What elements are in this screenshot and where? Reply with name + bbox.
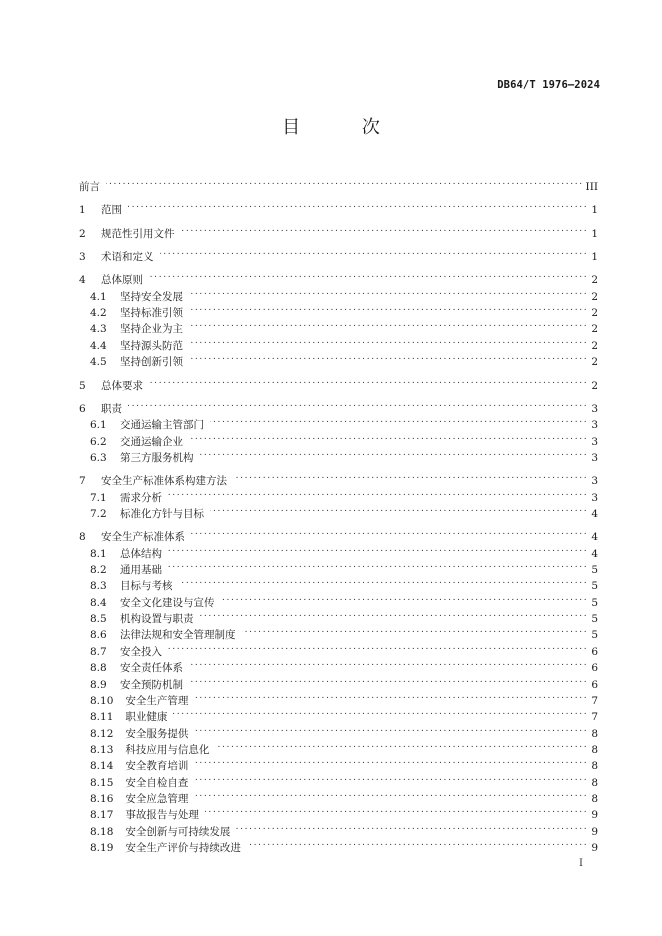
toc-leader-dots	[191, 524, 586, 540]
toc-entry-number: 6.2	[90, 435, 107, 448]
toc-entry-page: 9	[591, 809, 598, 822]
toc-leader-dots	[210, 501, 586, 517]
toc-entry-page: 6	[591, 678, 598, 691]
toc-entry-title: 安全教育培训	[125, 760, 189, 773]
toc-entry-number: 8.8	[90, 662, 107, 675]
toc-entry[interactable]	[90, 284, 598, 303]
toc-entry[interactable]	[90, 704, 598, 724]
toc-leader-dots	[200, 606, 587, 622]
toc-entry[interactable]	[79, 221, 598, 240]
toc-entry[interactable]	[90, 501, 598, 520]
toc-entry[interactable]	[90, 622, 598, 642]
toc-leader-dots	[168, 541, 586, 557]
toc-leader-dots	[160, 244, 587, 260]
toc-entry-number: 8.17	[90, 809, 114, 822]
toc-entry-page: 9	[591, 825, 598, 838]
toc-entry-title: 安全创新与可持续发展	[125, 825, 231, 838]
toc-entry-page: 2	[591, 379, 598, 392]
toc-entry[interactable]	[79, 267, 598, 287]
toc-entry-title: 安全应急管理	[125, 792, 189, 805]
toc-entry-number: 8.18	[90, 825, 114, 838]
toc-entry-page: 3	[591, 402, 598, 415]
toc-entry-number: 8.4	[90, 596, 107, 609]
toc-entry[interactable]	[90, 412, 598, 432]
toc-leader-dots	[168, 485, 586, 501]
toc-entry-title: 坚持安全发展	[120, 290, 183, 303]
toc-leader-dots	[189, 300, 586, 316]
toc-entry-page: 6	[591, 645, 598, 658]
toc-entry-title: 总体原则	[101, 274, 143, 287]
toc-entry-number: 8.19	[90, 842, 114, 854]
toc-entry-number: 4.2	[90, 307, 107, 320]
toc-entry[interactable]	[90, 333, 598, 352]
toc-entry-title: 职责	[101, 402, 122, 415]
toc-entry[interactable]	[90, 445, 598, 464]
toc-entry-page: 7	[591, 711, 598, 724]
toc-entry-page: 1	[591, 227, 598, 240]
toc-entry-page: 2	[591, 339, 598, 352]
toc-entry[interactable]	[90, 753, 598, 773]
toc-leader-dots	[149, 267, 586, 283]
toc-entry-number: 4	[79, 274, 86, 287]
toc-entry-page: 5	[591, 629, 598, 642]
toc-entry-page: 8	[591, 743, 598, 756]
toc-entry-title: 安全服务提供	[125, 727, 189, 740]
toc-entry-title: 目标与考核	[120, 580, 173, 593]
toc-entry[interactable]	[90, 737, 598, 756]
toc-leader-dots	[236, 819, 586, 835]
toc-entry-number: 8.6	[90, 629, 107, 642]
toc-entry[interactable]	[90, 573, 598, 593]
document-code: DB64/T 1976—2024	[497, 79, 600, 91]
toc-entry[interactable]	[90, 835, 598, 854]
toc-entry-title: 安全自检自查	[125, 776, 189, 789]
toc-entry[interactable]	[79, 373, 598, 392]
toc-entry-title: 总体要求	[101, 379, 143, 392]
toc-entry[interactable]	[90, 672, 598, 691]
toc-entry-page: 3	[591, 491, 598, 504]
toc-entry-title: 坚持创新引领	[120, 356, 183, 369]
toc-entry-number: 7.1	[90, 491, 107, 504]
toc-entry-page: 9	[591, 842, 598, 854]
toc-entry-page: 5	[591, 564, 598, 576]
toc-leader-dots	[194, 786, 586, 802]
toc-entry-page: 4	[591, 547, 598, 560]
toc-entry-title: 总体结构	[120, 547, 162, 560]
toc-entry-page: 2	[591, 356, 598, 369]
toc-entry-page: 8	[591, 760, 598, 773]
toc-entry-page: 7	[591, 694, 598, 707]
toc-entry-page: 1	[591, 251, 598, 264]
toc-entry-title: 机构设置与职责	[120, 613, 194, 626]
toc-entry-number: 8.1	[90, 547, 107, 560]
toc-entry-number: 7.2	[90, 508, 107, 520]
toc-entry-title: 前言	[79, 181, 100, 193]
toc-entry-page: III	[585, 181, 598, 193]
toc-leader-dots	[149, 373, 586, 389]
toc-entry-title: 安全生产管理	[125, 694, 189, 707]
toc-entry-number: 8.2	[90, 564, 107, 576]
toc-entry-title: 第三方服务机构	[120, 451, 194, 464]
toc-entry[interactable]	[90, 786, 598, 805]
toc-entry-title: 交通运输企业	[120, 435, 183, 448]
toc-entry-title: 安全生产标准体系	[101, 531, 185, 544]
toc-entry-number: 4.5	[90, 356, 107, 369]
toc-entry[interactable]	[90, 557, 598, 576]
toc-entry[interactable]	[90, 349, 598, 369]
toc-leader-dots	[189, 429, 586, 445]
toc-entry-title: 规范性引用文件	[101, 227, 175, 240]
toc-entry[interactable]	[90, 316, 598, 336]
toc-entry[interactable]	[90, 590, 598, 609]
toc-entry-number: 8.14	[90, 760, 114, 773]
toc-entry-number: 4.1	[90, 290, 107, 303]
toc-entry-page: 3	[591, 475, 598, 488]
toc-entry[interactable]	[79, 468, 598, 488]
toc-entry-number: 8.7	[90, 645, 107, 658]
toc-entry[interactable]	[90, 770, 598, 789]
toc-entry[interactable]	[79, 197, 598, 217]
toc-entry-page: 2	[591, 323, 598, 336]
toc-entry-page: 4	[591, 531, 598, 544]
toc-leader-dots	[221, 590, 587, 606]
toc-entry[interactable]	[90, 429, 598, 448]
toc-leader-dots	[189, 672, 586, 688]
toc-entry-title: 坚持标准引领	[120, 307, 183, 320]
page-title: 目 次	[282, 117, 408, 138]
toc-leader-dots	[128, 197, 586, 213]
toc-entry-number: 8.11	[90, 711, 114, 724]
toc-leader-dots	[242, 622, 587, 638]
toc-leader-dots	[205, 802, 586, 818]
toc-entry-number: 2	[79, 227, 86, 240]
toc-entry-page: 8	[591, 792, 598, 805]
toc-entry-title: 事故报告与处理	[125, 809, 199, 822]
toc-entry-title: 通用基础	[120, 564, 162, 576]
toc-entry[interactable]	[79, 524, 598, 544]
toc-entry[interactable]	[90, 655, 598, 675]
toc-entry-page: 8	[591, 776, 598, 789]
toc-entry-title: 职业健康	[125, 711, 168, 724]
toc-entry[interactable]	[90, 639, 598, 658]
toc-entry-number: 8.15	[90, 776, 114, 789]
toc-leader-dots	[194, 721, 586, 737]
toc-entry[interactable]	[90, 802, 598, 822]
toc-leader-dots	[189, 284, 586, 300]
toc-entry-number: 7	[79, 475, 86, 488]
toc-leader-dots	[189, 316, 586, 332]
toc-entry-number: 6.3	[90, 451, 107, 464]
toc-entry-title: 法律法规和安全管理制度	[120, 629, 236, 642]
toc-entry-title: 需求分析	[120, 491, 162, 504]
toc-entry-page: 3	[591, 435, 598, 448]
toc-leader-dots	[181, 221, 587, 237]
toc-entry[interactable]	[90, 721, 598, 740]
toc-entry-number: 8.5	[90, 613, 107, 626]
toc-entry-number: 1	[79, 204, 86, 217]
toc-entry-number: 6	[79, 402, 86, 415]
toc-entry-page: 2	[591, 290, 598, 303]
toc-entry-page: 8	[591, 727, 598, 740]
toc-entry-page: 3	[591, 419, 598, 432]
toc-leader-dots	[194, 753, 586, 769]
toc-entry-page: 5	[591, 613, 598, 626]
toc-entry-title: 安全文化建设与宣传	[120, 596, 215, 609]
toc-entry-number: 8	[79, 531, 86, 544]
toc-entry[interactable]	[90, 300, 598, 320]
toc-entry-number: 4.4	[90, 339, 107, 352]
toc-entry-number: 8.12	[90, 727, 114, 740]
toc-entry[interactable]	[90, 688, 598, 707]
toc-leader-dots	[247, 835, 586, 851]
toc-entry-page: 4	[591, 508, 598, 520]
toc-leader-dots	[194, 770, 586, 786]
toc-leader-dots	[189, 349, 586, 365]
toc-entry-title: 术语和定义	[101, 251, 154, 264]
toc-leader-dots	[106, 174, 582, 190]
toc-entry-title: 范围	[101, 204, 122, 217]
toc-leader-dots	[215, 737, 586, 753]
toc-entry[interactable]	[90, 541, 598, 560]
toc-entry-title: 安全生产标准体系构建方法	[101, 475, 227, 488]
toc-entry-page: 5	[591, 596, 598, 609]
toc-leader-dots	[168, 557, 586, 573]
toc-leader-dots	[200, 445, 587, 461]
toc-leader-dots	[233, 468, 586, 484]
toc-entry-page: 6	[591, 662, 598, 675]
toc-entry[interactable]	[90, 485, 598, 504]
toc-entry[interactable]	[79, 174, 598, 193]
toc-entry-number: 8.9	[90, 678, 107, 691]
toc-entry-number: 4.3	[90, 323, 107, 336]
toc-entry-title: 交通运输主管部门	[120, 419, 204, 432]
toc-entry-title: 安全预防机制	[120, 678, 183, 691]
toc-entry-title: 坚持源头防范	[120, 339, 183, 352]
toc-entry-number: 8.13	[90, 743, 114, 756]
toc-leader-dots	[189, 333, 586, 349]
toc-entry-title: 坚持企业为主	[120, 323, 183, 336]
page-number: I	[579, 858, 583, 869]
toc-entry[interactable]	[79, 396, 598, 415]
toc-leader-dots	[128, 396, 586, 412]
toc-entry[interactable]	[79, 244, 598, 264]
toc-entry[interactable]	[90, 819, 598, 838]
toc-entry-page: 1	[591, 204, 598, 217]
toc-entry-page: 2	[591, 274, 598, 287]
toc-entry-number: 3	[79, 251, 86, 264]
toc-entry-page: 5	[591, 580, 598, 593]
toc-entry[interactable]	[90, 606, 598, 626]
toc-leader-dots	[168, 639, 586, 655]
toc-entry-title: 标准化方针与目标	[120, 508, 204, 520]
toc-entry-title: 安全生产评价与持续改进	[125, 842, 241, 854]
toc-leader-dots	[179, 573, 587, 589]
toc-entry-number: 8.3	[90, 580, 107, 593]
toc-entry-title: 安全投入	[120, 645, 162, 658]
toc-entry-page: 3	[591, 451, 598, 464]
toc-leader-dots	[210, 412, 586, 428]
toc-entry-page: 2	[591, 307, 598, 320]
toc-entry-number: 8.10	[90, 694, 114, 707]
toc-leader-dots	[194, 688, 586, 704]
toc-leader-dots	[189, 655, 586, 671]
toc-entry-title: 科技应用与信息化	[125, 743, 210, 756]
toc-entry-number: 6.1	[90, 419, 107, 432]
toc-entry-title: 安全责任体系	[120, 662, 183, 675]
toc-entry-number: 5	[79, 379, 86, 392]
toc-entry-number: 8.16	[90, 792, 114, 805]
toc-leader-dots	[173, 704, 586, 720]
